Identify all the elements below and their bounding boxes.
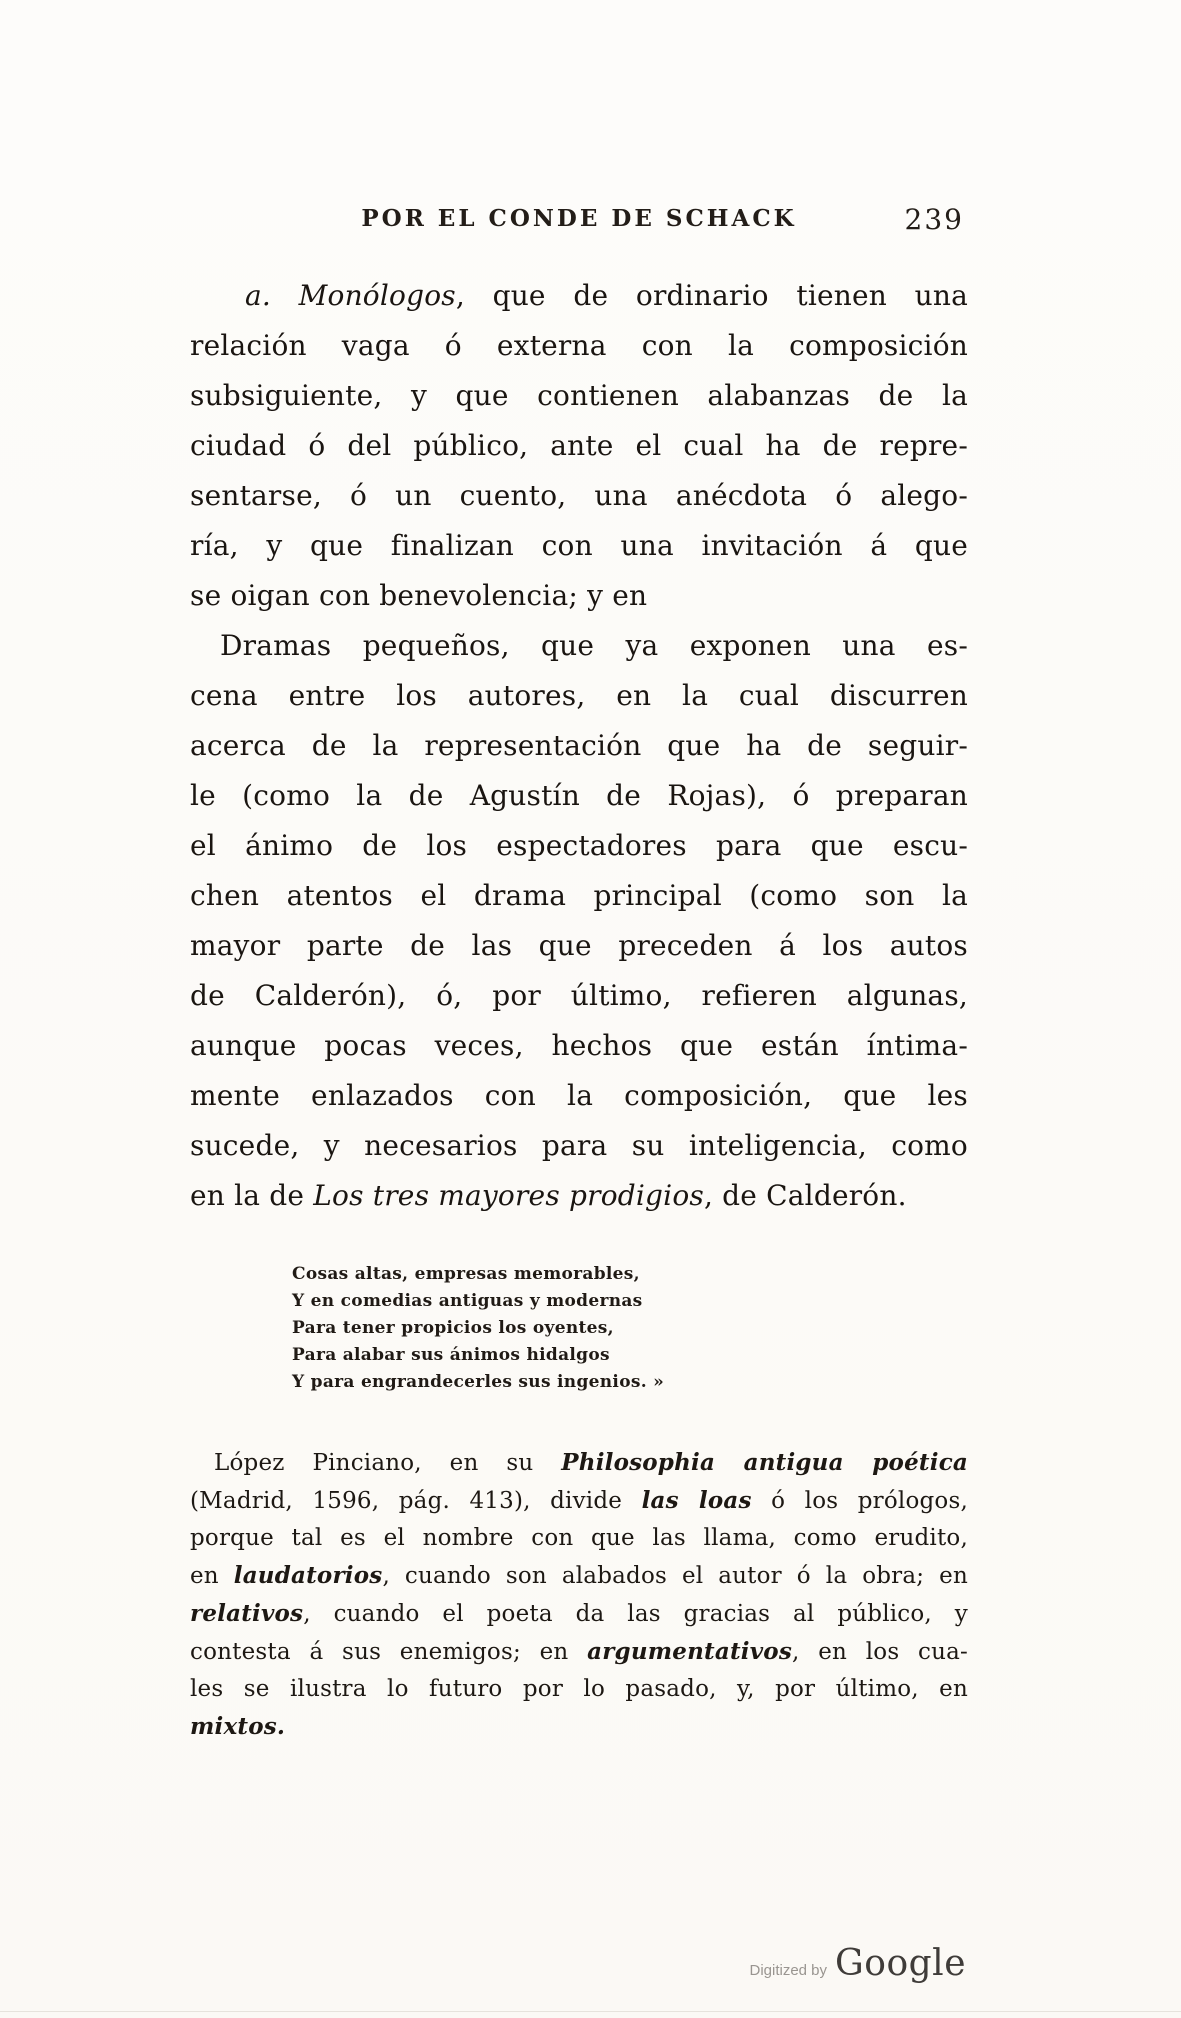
text-line [292,1369,968,1396]
text-segment: Para tener propicios los oyentes, [292,1318,614,1338]
text-line [190,1482,968,1520]
text-line [190,971,968,1021]
text-segment: en la de [190,1179,314,1212]
paragraph-monologos [190,271,968,621]
verse-quotation [292,1261,968,1396]
text-segment: mixtos. [190,1713,286,1740]
text-line [190,921,968,971]
page-header [190,205,968,245]
text-segment: en [190,1563,234,1589]
text-segment: las loas [641,1487,752,1514]
text-segment: chen atentos el drama principal (como son la [190,879,968,912]
text-line [190,821,968,871]
text-segment: mente enlazados con la composición, que les [190,1079,968,1112]
text-segment: ría, y que finalizan con una invitación á que [190,529,968,562]
text-line [190,1708,968,1746]
text-segment: Los tres mayores prodigios [313,1179,704,1212]
text-line [190,1121,968,1171]
paragraph-dramas-pequenos [190,621,968,1221]
text-segment: a. Monólogos [245,279,456,312]
text-line [292,1261,968,1288]
text-segment: , que de ordinario tienen una [455,279,968,312]
text-line [190,1171,968,1221]
text-segment: Cosas altas, empresas memorables, [292,1264,640,1284]
text-segment: (Madrid, 1596, pág. 413), divide [190,1488,642,1514]
text-segment: aunque pocas veces, hechos que están íntima- [190,1029,968,1062]
footnote-lopez-pinciano [190,1444,968,1746]
text-segment: López Pinciano, en su [214,1450,562,1476]
text-line [190,1071,968,1121]
text-segment: se oigan con benevolencia; y en [190,579,648,612]
text-line [190,571,968,621]
text-segment: Philosophia antigua poética [561,1449,969,1476]
text-segment: sentarse, ó un cuento, una anécdota ó alego- [190,479,968,512]
text-segment: , de Calderón. [703,1179,907,1212]
text-line [190,321,968,371]
text-segment: ciudad ó del público, ante el cual ha de repre- [190,429,968,462]
text-segment: acerca de la representación que ha de seguir- [190,729,968,762]
text-line [190,771,968,821]
text-segment: relativos [190,1600,304,1627]
text-segment: cena entre los autores, en la cual discurren [190,679,968,712]
google-watermark [749,1943,966,1984]
text-line [190,621,968,671]
text-line [190,671,968,721]
text-line [190,871,968,921]
text-line [190,371,968,421]
text-segment: , cuando son alabados el autor ó la obra; en [382,1563,968,1589]
text-segment: relación vaga ó externa con la composición [190,329,968,362]
text-segment: de Calderón), ó, por último, refieren algunas, [190,979,968,1012]
text-segment: argumentativos [587,1638,792,1665]
text-segment: sucede, y necesarios para su inteligencia, como [190,1129,968,1162]
text-line [190,271,968,321]
text-column [190,205,968,1746]
text-segment: porque tal es el nombre con que las llama, como erudito, [190,1525,968,1551]
text-segment: Dramas pequeños, que ya exponen una es- [220,629,968,662]
text-segment: laudatorios [233,1562,383,1589]
text-line [190,1557,968,1595]
text-segment: les se ilustra lo futuro por lo pasado, y, por último, en [190,1676,968,1702]
text-line [292,1288,968,1315]
text-segment: , en los cua- [791,1639,968,1665]
text-line [292,1315,968,1342]
page-number: 239 [904,203,964,236]
text-segment: subsiguiente, y que contienen alabanzas de la [190,379,968,412]
google-logo: Google [835,1943,966,1984]
text-line [190,1520,968,1557]
text-line [190,471,968,521]
text-segment: Para alabar sus ánimos hidalgos [292,1345,610,1365]
text-line [190,1021,968,1071]
text-segment: Y para engrandecerles sus ingenios. » [292,1372,665,1392]
text-segment: contesta á sus enemigos; en [190,1639,588,1665]
text-line [292,1342,968,1369]
text-line [190,1444,968,1482]
text-line [190,1595,968,1633]
text-segment: le (como la de Agustín de Rojas), ó preparan [190,779,968,812]
running-header-title: POR EL CONDE DE SCHACK [361,205,797,232]
text-line [190,1671,968,1708]
text-line [190,421,968,471]
text-segment: mayor parte de las que preceden á los autos [190,929,968,962]
digitized-by-label: Digitized by [749,1962,828,1979]
text-line [190,721,968,771]
text-line [190,521,968,571]
text-segment: ó los prólogos, [751,1488,968,1514]
text-segment: Y en comedias antiguas y modernas [292,1291,643,1311]
text-segment: , cuando el poeta da las gracias al público, y [303,1601,968,1627]
text-segment: el ánimo de los espectadores para que escu- [190,829,968,862]
text-line [190,1633,968,1671]
